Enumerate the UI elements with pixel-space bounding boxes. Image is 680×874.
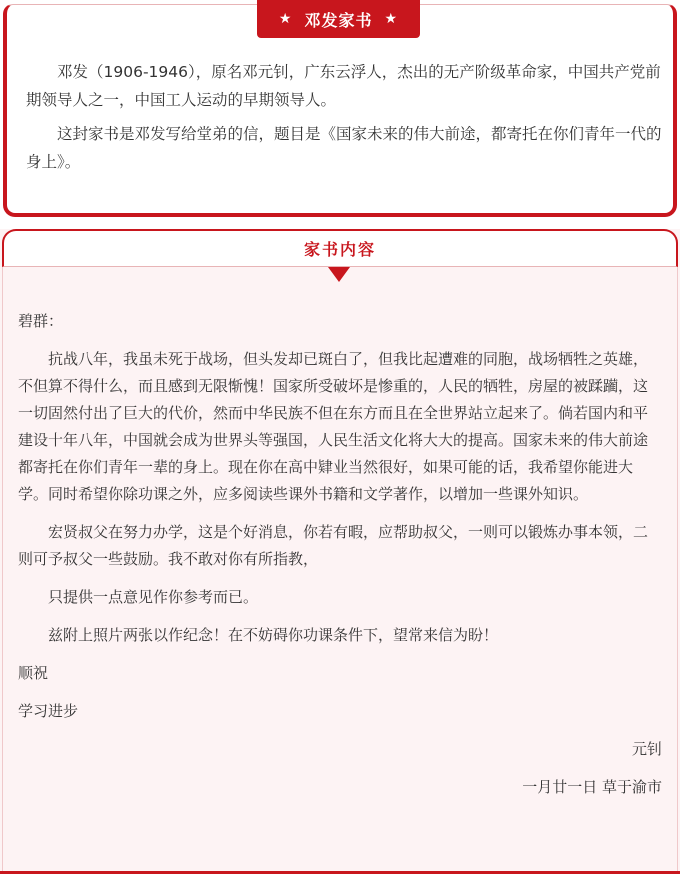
letter-header-title: 家书内容 (303, 240, 376, 259)
letter-paragraph: 只提供一点意见作你参考而已。 (48, 588, 259, 606)
letter-paragraph: 兹附上照片两张以作纪念！在不妨碍你功课条件下，望常来信为盼！ (48, 626, 499, 644)
letter-paragraph: 抗战八年，我虽未死于战场，但头发却已斑白了，但我比起遭难的同胞，战场牺牲之英雄，不但算不得什么，而且感到无限惭愧！国家所受破坏是惨重的，人民的牺牲，房屋的被蹂躏，这一切固然付出了巨大的代价，然而中华民族不但在东方而且在全世界站立起来了。倘若国内和平建设十年八年，中国就会成为世界头等强国，人民生活文化将大大的提高。国家未来的伟大前途都寄托在你们青年一辈的身上。现在你在高中肄业当然很好，如果可能的话，我希望你能进大学。同时希望你除功课之外，应多阅读些课外书籍和文学著作，以增加一些课外知识。 (18, 350, 649, 503)
intro-text (26, 58, 666, 182)
letter-closing: 顺祝 (18, 664, 49, 682)
intro-title: 邓发家书 (304, 10, 373, 30)
divider (677, 249, 678, 874)
letter-header (2, 229, 678, 267)
letter-paragraph: 宏贤叔父在努力办学，这是个好消息，你若有暇，应帮助叔父，一则可以锻炼办事本领，二则可予叔父一些鼓励。我不敢对你有所指教， (18, 523, 649, 568)
divider (2, 249, 3, 874)
letter-body (18, 308, 662, 812)
letter-card (0, 229, 680, 874)
letter-salutation: 碧群： (18, 312, 64, 330)
arrow-down-icon (328, 267, 350, 282)
star-icon: ★ (384, 11, 399, 27)
letter-date: 一月廿一日 草于渝市 (522, 778, 662, 796)
intro-paragraph: 这封家书是邓发写给堂弟的信，题目是《国家未来的伟大前途，都寄托在你们青年一代的身上》。 (26, 125, 662, 171)
letter-signature: 元钊 (631, 740, 662, 758)
letter-closing: 学习进步 (18, 702, 79, 720)
intro-paragraph: 邓发（1906-1946），原名邓元钊，广东云浮人，杰出的无产阶级革命家，中国共产党前期领导人之一，中国工人运动的早期领导人。 (26, 63, 661, 109)
star-icon: ★ (278, 11, 293, 27)
intro-title-tab (257, 0, 420, 38)
